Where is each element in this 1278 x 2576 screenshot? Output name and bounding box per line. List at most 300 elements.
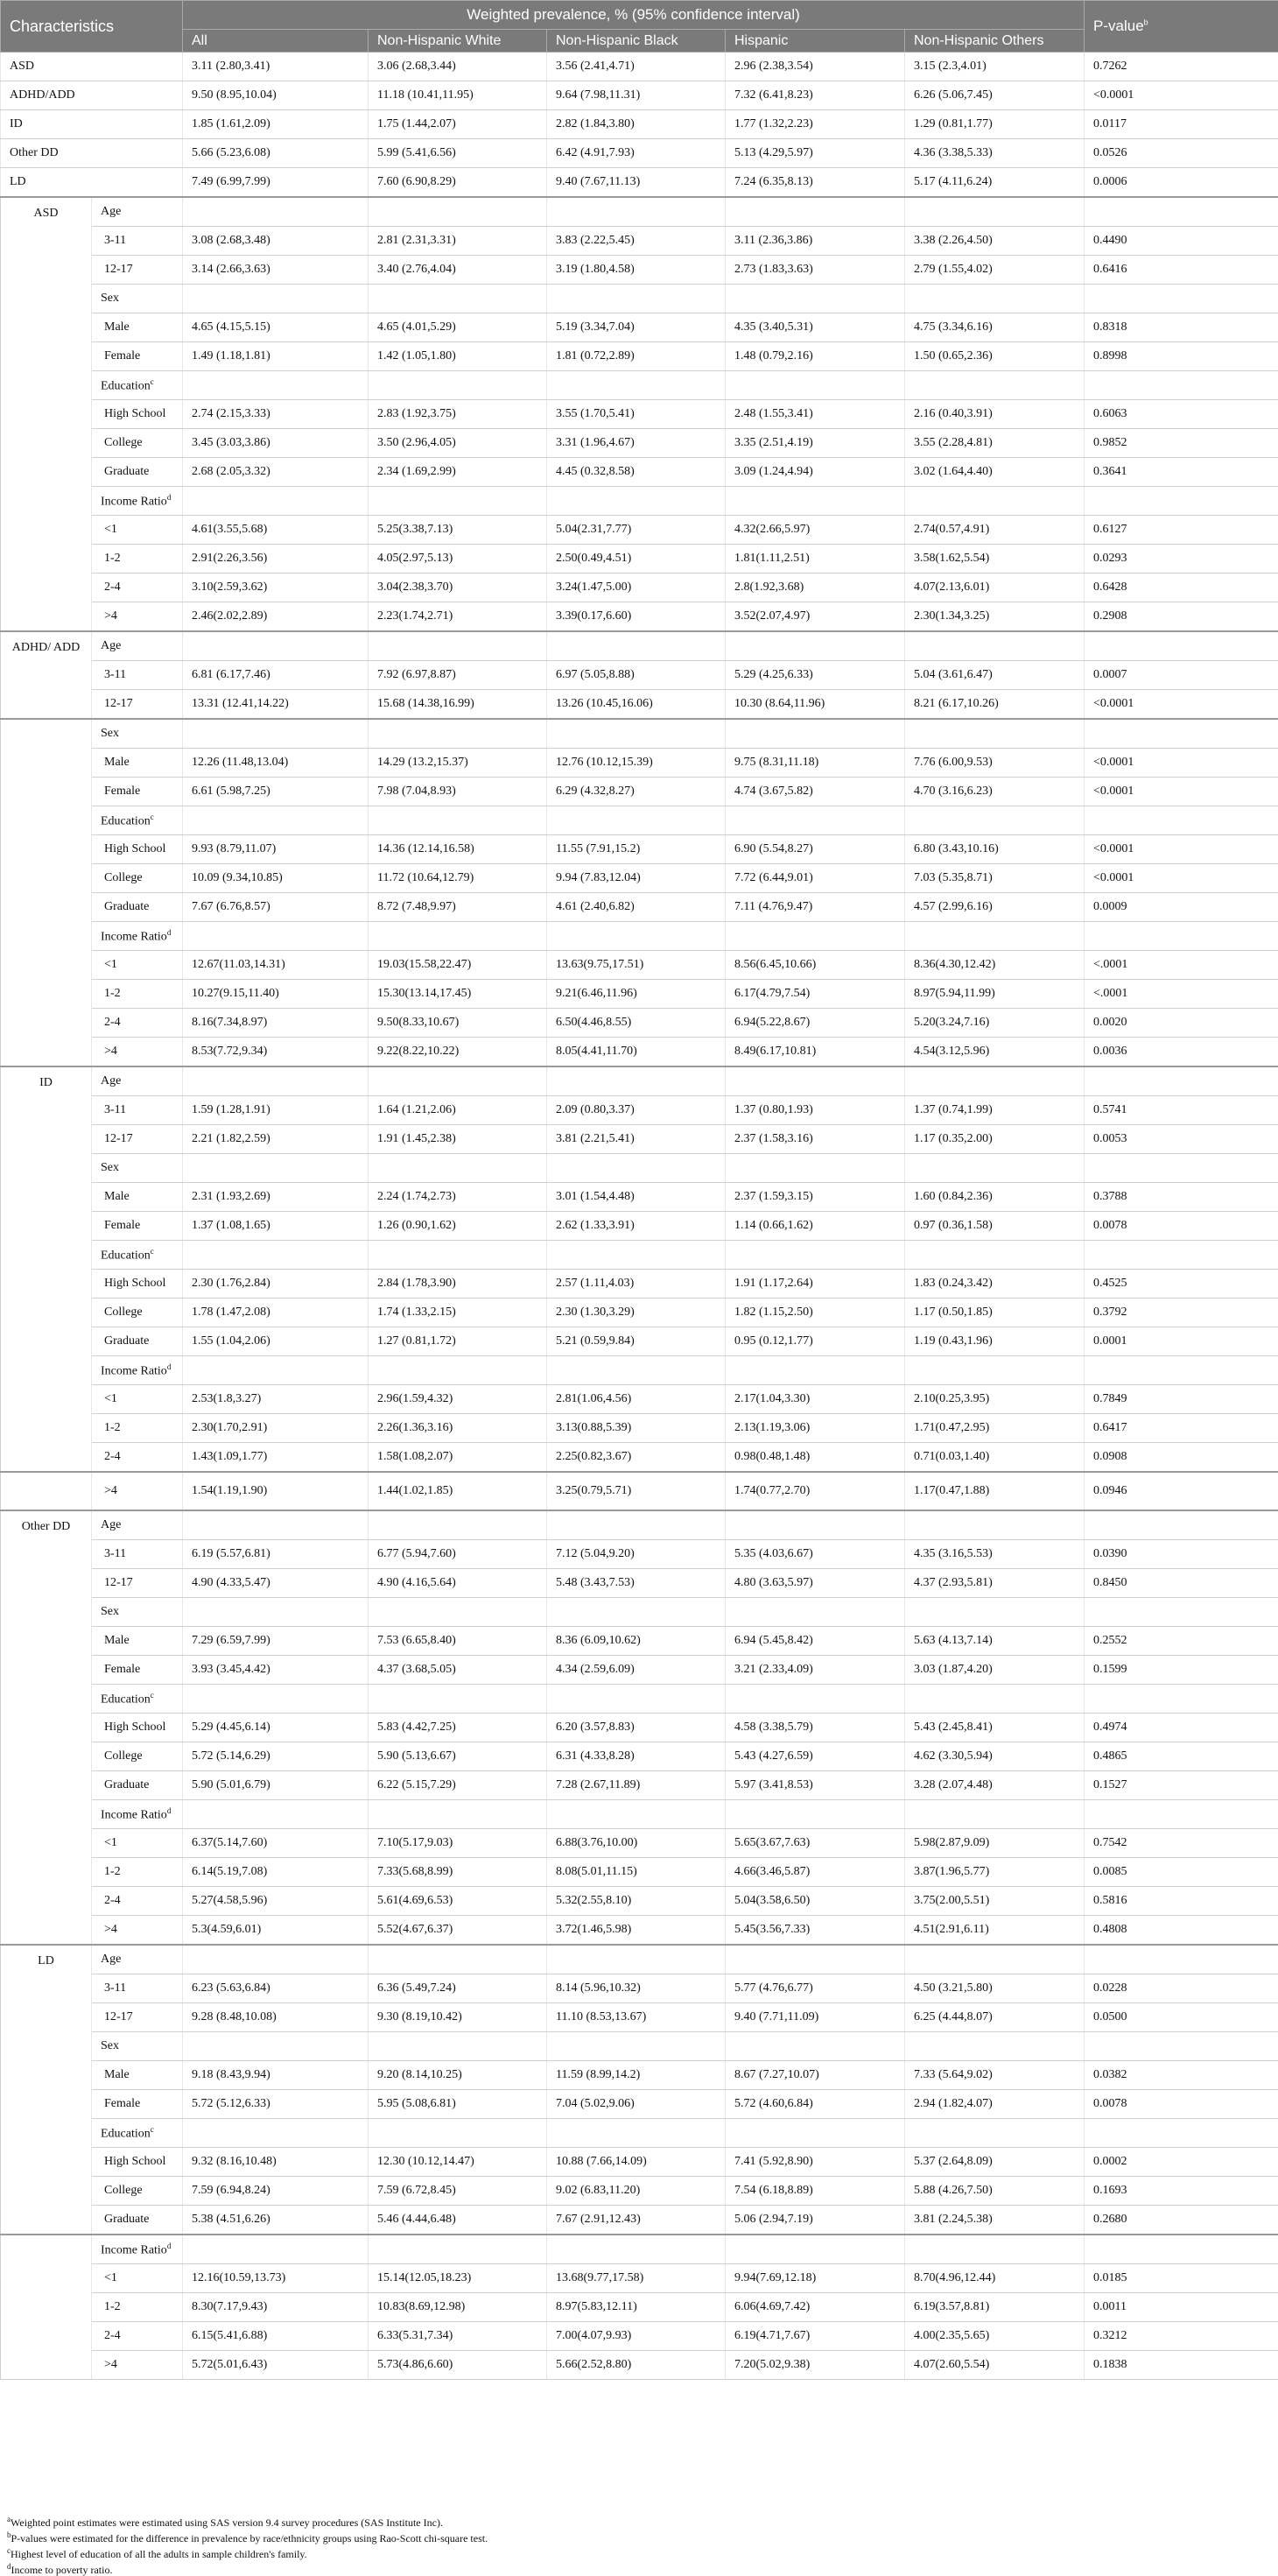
value-cell-black: 3.55 (1.70,5.41) [547, 400, 726, 429]
empty-cell [726, 2032, 905, 2061]
value-cell-p: 0.0908 [1085, 1443, 1278, 1473]
value-cell-white: 3.40 (2.76,4.04) [369, 256, 547, 285]
value-cell-black: 13.68(9.77,17.58) [547, 2264, 726, 2293]
label-text: Education [101, 1693, 151, 1706]
value-cell-white: 2.96(1.59,4.32) [369, 1385, 547, 1414]
value-cell-p: 0.4974 [1085, 1714, 1278, 1742]
empty-cell [369, 1800, 547, 1829]
value-cell-other: 2.16 (0.40,3.91) [905, 400, 1085, 429]
value-cell-other: 4.62 (3.30,5.94) [905, 1742, 1085, 1771]
value-cell-black: 10.88 (7.66,14.09) [547, 2148, 726, 2177]
table-row [1, 951, 1278, 980]
value-cell-all: 10.27(9.15,11.40) [183, 980, 369, 1009]
value-cell-hisp: 1.14 (0.66,1.62) [726, 1212, 905, 1241]
value-cell-other: 5.88 (4.26,7.50) [905, 2177, 1085, 2206]
value-cell-white: 1.27 (0.81,1.72) [369, 1327, 547, 1356]
value-cell-all: 6.14(5.19,7.08) [183, 1858, 369, 1887]
value-cell-p: 0.0001 [1085, 1327, 1278, 1356]
value-cell-black: 5.04(2.31,7.77) [547, 516, 726, 545]
empty-cell [726, 1356, 905, 1385]
value-cell-black: 7.00(4.07,9.93) [547, 2322, 726, 2351]
empty-cell [183, 1800, 369, 1829]
value-cell-white: 15.14(12.05,18.23) [369, 2264, 547, 2293]
label-text: College [104, 871, 143, 884]
value-cell-p: 0.0185 [1085, 2264, 1278, 2293]
footnotes [7, 2513, 1267, 2576]
value-cell-black: 7.28 (2.67,11.89) [547, 1771, 726, 1800]
value-cell-black: 7.12 (5.04,9.20) [547, 1540, 726, 1569]
footnote-text: P-values were estimated for the difference in prevalence by race/ethnicity groups using Rao-Scott chi-square test. [11, 2532, 488, 2544]
value-cell-p: 0.0117 [1085, 110, 1278, 139]
value-cell-p: 0.5741 [1085, 1096, 1278, 1125]
value-cell-white: 7.98 (7.04,8.93) [369, 778, 547, 806]
value-cell-p: 0.2552 [1085, 1627, 1278, 1656]
row-label [92, 2148, 183, 2177]
table-row [1, 1183, 1278, 1212]
footnote-marker: d [167, 1806, 172, 1815]
table-row [1, 2090, 1278, 2119]
value-cell-all: 9.50 (8.95,10.04) [183, 81, 369, 110]
value-cell-p: 0.0009 [1085, 893, 1278, 922]
row-label [92, 2293, 183, 2322]
empty-cell [726, 1800, 905, 1829]
value-cell-p: 0.0007 [1085, 661, 1278, 690]
value-cell-hisp: 5.77 (4.76,6.77) [726, 1974, 905, 2003]
empty-cell [726, 922, 905, 951]
value-cell-other: 4.57 (2.99,6.16) [905, 893, 1085, 922]
header-col-others: Non-Hispanic Others [905, 30, 1085, 53]
value-cell-hisp: 5.45(3.56,7.33) [726, 1916, 905, 1946]
row-label [92, 2264, 183, 2293]
value-cell-white: 1.42 (1.05,1.80) [369, 342, 547, 371]
value-cell-black: 3.24(1.47,5.00) [547, 574, 726, 602]
empty-cell [905, 1356, 1085, 1385]
table-row [1, 1125, 1278, 1154]
value-cell-other: 4.51(2.91,6.11) [905, 1916, 1085, 1946]
table-row [1, 1472, 1278, 1510]
table-row [1, 1714, 1278, 1742]
empty-cell [905, 1945, 1085, 1974]
value-cell-all: 2.46(2.02,2.89) [183, 602, 369, 632]
value-cell-black: 3.19 (1.80,4.58) [547, 256, 726, 285]
empty-cell [369, 806, 547, 835]
value-cell-other: 3.87(1.96,5.77) [905, 1858, 1085, 1887]
empty-cell [369, 2032, 547, 2061]
row-label [92, 1472, 183, 1510]
value-cell-black: 5.19 (3.34,7.04) [547, 313, 726, 342]
empty-cell [1085, 719, 1278, 749]
empty-cell [726, 806, 905, 835]
table-row [1, 2206, 1278, 2235]
value-cell-white: 7.53 (6.65,8.40) [369, 1627, 547, 1656]
value-cell-p: 0.7262 [1085, 53, 1278, 81]
row-label [92, 690, 183, 720]
label-text: >4 [104, 1484, 117, 1497]
row-label [92, 1916, 183, 1946]
category-label [92, 285, 183, 313]
value-cell-black: 9.64 (7.98,11.31) [547, 81, 726, 110]
row-label [92, 1656, 183, 1685]
value-cell-white: 2.26(1.36,3.16) [369, 1414, 547, 1443]
empty-cell [1085, 1685, 1278, 1714]
empty-cell [369, 487, 547, 516]
value-cell-black: 2.82 (1.84,3.80) [547, 110, 726, 139]
footnote-marker: c [151, 1691, 154, 1700]
value-cell-white: 5.46 (4.44,6.48) [369, 2206, 547, 2235]
group-label: ASD [1, 197, 92, 631]
value-cell-other: 4.37 (2.93,5.81) [905, 1569, 1085, 1598]
table-row [1, 2351, 1278, 2380]
value-cell-all: 2.74 (2.15,3.33) [183, 400, 369, 429]
value-cell-white: 7.92 (6.97,8.87) [369, 661, 547, 690]
value-cell-p: 0.8450 [1085, 1569, 1278, 1598]
value-cell-hisp: 5.06 (2.94,7.19) [726, 2206, 905, 2235]
value-cell-other: 1.17 (0.50,1.85) [905, 1299, 1085, 1327]
value-cell-other: 4.75 (3.34,6.16) [905, 313, 1085, 342]
value-cell-all: 10.09 (9.34,10.85) [183, 864, 369, 893]
value-cell-white: 5.90 (5.13,6.67) [369, 1742, 547, 1771]
value-cell-all: 2.68 (2.05,3.32) [183, 458, 369, 487]
category-row [1, 1800, 1278, 1829]
value-cell-black: 6.31 (4.33,8.28) [547, 1742, 726, 1771]
value-cell-white: 7.59 (6.72,8.45) [369, 2177, 547, 2206]
value-cell-p: 0.0011 [1085, 2293, 1278, 2322]
footnote-marker: d [167, 2242, 172, 2250]
empty-cell [905, 1154, 1085, 1183]
empty-cell [726, 719, 905, 749]
header-col-black: Non-Hispanic Black [547, 30, 726, 53]
empty-cell [905, 1685, 1085, 1714]
footnote-marker: b [7, 2530, 11, 2539]
empty-cell [726, 1241, 905, 1270]
label-text: Age [101, 1074, 121, 1087]
value-cell-all: 8.53(7.72,9.34) [183, 1038, 369, 1067]
row-label [92, 980, 183, 1009]
value-cell-p: 0.3212 [1085, 2322, 1278, 2351]
empty-cell [1085, 1598, 1278, 1627]
value-cell-hisp: 6.90 (5.54,8.27) [726, 835, 905, 864]
empty-cell [726, 1154, 905, 1183]
value-cell-hisp: 7.24 (6.35,8.13) [726, 168, 905, 198]
label-text: Income Ratio [101, 495, 167, 508]
value-cell-white: 1.91 (1.45,2.38) [369, 1125, 547, 1154]
empty-cell [905, 1598, 1085, 1627]
label-text: High School [104, 1277, 165, 1290]
empty-cell [905, 631, 1085, 661]
value-cell-other: 3.15 (2.3,4.01) [905, 53, 1085, 81]
value-cell-all: 3.10(2.59,3.62) [183, 574, 369, 602]
value-cell-all: 4.61(3.55,5.68) [183, 516, 369, 545]
value-cell-hisp: 7.11 (4.76,9.47) [726, 893, 905, 922]
table-row [1, 690, 1278, 720]
value-cell-p: 0.0006 [1085, 168, 1278, 198]
value-cell-other: 0.97 (0.36,1.58) [905, 1212, 1085, 1241]
label-text: <1 [104, 2271, 117, 2284]
table-row [1, 864, 1278, 893]
empty-cell [369, 1154, 547, 1183]
value-cell-all: 3.93 (3.45,4.42) [183, 1656, 369, 1685]
row-label [92, 516, 183, 545]
value-cell-black: 2.81(1.06,4.56) [547, 1385, 726, 1414]
value-cell-all: 5.3(4.59,6.01) [183, 1916, 369, 1946]
value-cell-other: 5.04 (3.61,6.47) [905, 661, 1085, 690]
row-label [92, 893, 183, 922]
value-cell-p: 0.4490 [1085, 227, 1278, 256]
row-label [92, 1270, 183, 1299]
table-row [1, 893, 1278, 922]
value-cell-p: <.0001 [1085, 951, 1278, 980]
label-text: >4 [104, 1045, 117, 1058]
value-cell-all: 9.18 (8.43,9.94) [183, 2061, 369, 2090]
value-cell-other: 2.30(1.34,3.25) [905, 602, 1085, 632]
label-text: 2-4 [104, 1894, 121, 1907]
value-cell-all: 3.14 (2.66,3.63) [183, 256, 369, 285]
value-cell-hisp: 2.37 (1.58,3.16) [726, 1125, 905, 1154]
empty-cell [369, 1510, 547, 1540]
empty-cell [1085, 922, 1278, 951]
table-row [1, 2293, 1278, 2322]
value-cell-p: 0.0390 [1085, 1540, 1278, 1569]
value-cell-other: 5.20(3.24,7.16) [905, 1009, 1085, 1038]
empty-cell [1085, 1356, 1278, 1385]
value-cell-p: 0.1527 [1085, 1771, 1278, 1800]
header-characteristics: Characteristics [1, 1, 183, 53]
table-row [1, 2148, 1278, 2177]
value-cell-all: 6.37(5.14,7.60) [183, 1829, 369, 1858]
value-cell-white: 2.24 (1.74,2.73) [369, 1183, 547, 1212]
value-cell-white: 3.04(2.38,3.70) [369, 574, 547, 602]
value-cell-p: <0.0001 [1085, 749, 1278, 778]
value-cell-all: 12.26 (11.48,13.04) [183, 749, 369, 778]
label-text: 3-11 [104, 668, 126, 681]
label-text: 2-4 [104, 1016, 121, 1029]
value-cell-white: 2.83 (1.92,3.75) [369, 400, 547, 429]
value-cell-other: 3.28 (2.07,4.48) [905, 1771, 1085, 1800]
value-cell-black: 2.50(0.49,4.51) [547, 545, 726, 574]
footnote [7, 2544, 1267, 2560]
table-row [1, 1742, 1278, 1771]
label-text: >4 [104, 609, 117, 623]
value-cell-black: 3.56 (2.41,4.71) [547, 53, 726, 81]
label-text: >4 [104, 1923, 117, 1936]
value-cell-other: 2.79 (1.55,4.02) [905, 256, 1085, 285]
value-cell-p: <0.0001 [1085, 81, 1278, 110]
row-label [92, 342, 183, 371]
label-text: Graduate [104, 900, 149, 913]
group-label: ID [1, 1066, 92, 1472]
empty-cell [726, 1066, 905, 1096]
value-cell-all: 3.11 (2.80,3.41) [183, 53, 369, 81]
value-cell-black: 9.40 (7.67,11.13) [547, 168, 726, 198]
empty-cell [905, 487, 1085, 516]
empty-cell [726, 487, 905, 516]
footnote-marker: d [167, 1362, 172, 1371]
table-row [1, 2264, 1278, 2293]
footnote-marker: c [151, 377, 154, 386]
category-label [92, 1356, 183, 1385]
value-cell-black: 1.81 (0.72,2.89) [547, 342, 726, 371]
value-cell-p: 0.0382 [1085, 2061, 1278, 2090]
row-label [92, 951, 183, 980]
table-row [1, 1096, 1278, 1125]
value-cell-black: 2.62 (1.33,3.91) [547, 1212, 726, 1241]
category-label [92, 2119, 183, 2148]
value-cell-all: 1.37 (1.08,1.65) [183, 1212, 369, 1241]
label-text: 1-2 [104, 987, 121, 1000]
empty-cell [1085, 1800, 1278, 1829]
empty-cell [547, 487, 726, 516]
table-row [1, 1212, 1278, 1241]
label-text: 1-2 [104, 1421, 121, 1434]
row-label [92, 1414, 183, 1443]
row-label [92, 458, 183, 487]
row-label [92, 1038, 183, 1067]
value-cell-hisp: 8.56(6.45,10.66) [726, 951, 905, 980]
empty-cell [726, 1510, 905, 1540]
label-text: Age [101, 205, 121, 218]
value-cell-black: 5.48 (3.43,7.53) [547, 1569, 726, 1598]
row-label [92, 1569, 183, 1598]
value-cell-all: 3.08 (2.68,3.48) [183, 227, 369, 256]
value-cell-all: 1.43(1.09,1.77) [183, 1443, 369, 1473]
empty-cell [905, 2235, 1085, 2264]
empty-cell [1085, 487, 1278, 516]
label-text: Age [101, 1518, 121, 1531]
value-cell-p: 0.3641 [1085, 458, 1278, 487]
value-cell-all: 7.59 (6.94,8.24) [183, 2177, 369, 2206]
category-label [92, 719, 183, 749]
footnote-marker: d [167, 493, 172, 502]
label-text: 1-2 [104, 2300, 121, 2313]
value-cell-black: 11.10 (8.53,13.67) [547, 2003, 726, 2032]
value-cell-p: 0.0500 [1085, 2003, 1278, 2032]
category-label [92, 371, 183, 400]
category-label [92, 806, 183, 835]
value-cell-p: 0.6127 [1085, 516, 1278, 545]
value-cell-hisp: 3.09 (1.24,4.94) [726, 458, 905, 487]
table-row [1, 2003, 1278, 2032]
row-label [92, 1627, 183, 1656]
value-cell-all: 2.30(1.70,2.91) [183, 1414, 369, 1443]
label-text: 12-17 [104, 263, 133, 276]
value-cell-other: 4.07(2.60,5.54) [905, 2351, 1085, 2380]
value-cell-white: 8.72 (7.48,9.97) [369, 893, 547, 922]
value-cell-other: 6.80 (3.43,10.16) [905, 835, 1085, 864]
value-cell-black: 11.59 (8.99,14.2) [547, 2061, 726, 2090]
empty-cell [183, 1598, 369, 1627]
label-text: 2-4 [104, 1450, 121, 1463]
empty-cell [369, 1598, 547, 1627]
value-cell-black: 5.66(2.52,8.80) [547, 2351, 726, 2380]
label-text: Income Ratio [101, 930, 167, 943]
value-cell-all: 5.72 (5.12,6.33) [183, 2090, 369, 2119]
value-cell-other: 4.54(3.12,5.96) [905, 1038, 1085, 1067]
empty-cell [1085, 1241, 1278, 1270]
table-row [1, 458, 1278, 487]
value-cell-black: 3.72(1.46,5.98) [547, 1916, 726, 1946]
value-cell-p: 0.7849 [1085, 1385, 1278, 1414]
row-label [92, 1974, 183, 2003]
value-cell-other: 6.26 (5.06,7.45) [905, 81, 1085, 110]
value-cell-white: 11.18 (10.41,11.95) [369, 81, 547, 110]
value-cell-p: 0.1693 [1085, 2177, 1278, 2206]
value-cell-hisp: 5.65(3.67,7.63) [726, 1829, 905, 1858]
value-cell-p: 0.1599 [1085, 1656, 1278, 1685]
category-row [1, 487, 1278, 516]
empty-cell [547, 1510, 726, 1540]
empty-cell [547, 1241, 726, 1270]
category-label [92, 631, 183, 661]
value-cell-other: 4.00(2.35,5.65) [905, 2322, 1085, 2351]
value-cell-black: 6.42 (4.91,7.93) [547, 139, 726, 168]
value-cell-other: 8.70(4.96,12.44) [905, 2264, 1085, 2293]
value-cell-white: 4.05(2.97,5.13) [369, 545, 547, 574]
value-cell-all: 6.19 (5.57,6.81) [183, 1540, 369, 1569]
value-cell-all: 1.55 (1.04,2.06) [183, 1327, 369, 1356]
category-row [1, 1356, 1278, 1385]
category-label [92, 1800, 183, 1829]
value-cell-white: 15.30(13.14,17.45) [369, 980, 547, 1009]
empty-cell [905, 2119, 1085, 2148]
value-cell-all: 7.67 (6.76,8.57) [183, 893, 369, 922]
value-cell-other: 7.76 (6.00,9.53) [905, 749, 1085, 778]
value-cell-all: 8.16(7.34,8.97) [183, 1009, 369, 1038]
table-row [1, 2177, 1278, 2206]
empty-cell [1085, 197, 1278, 227]
row-label [92, 1327, 183, 1356]
row-label [92, 429, 183, 458]
value-cell-all: 7.29 (6.59,7.99) [183, 1627, 369, 1656]
value-cell-white: 1.64 (1.21,2.06) [369, 1096, 547, 1125]
header-col-hispanic: Hispanic [726, 30, 905, 53]
table-row [1, 835, 1278, 864]
value-cell-black: 8.14 (5.96,10.32) [547, 1974, 726, 2003]
empty-cell [369, 2235, 547, 2264]
row-label [92, 749, 183, 778]
value-cell-other: 1.37 (0.74,1.99) [905, 1096, 1085, 1125]
value-cell-all: 6.81 (6.17,7.46) [183, 661, 369, 690]
label-text: College [104, 1749, 143, 1763]
value-cell-white: 12.30 (10.12,14.47) [369, 2148, 547, 2177]
value-cell-black: 13.63(9.75,17.51) [547, 951, 726, 980]
value-cell-hisp: 5.04(3.58,6.50) [726, 1887, 905, 1916]
header-p-value [1085, 1, 1278, 53]
category-row [1, 719, 1278, 749]
table-row [1, 1569, 1278, 1598]
value-cell-hisp: 5.43 (4.27,6.59) [726, 1742, 905, 1771]
value-cell-hisp: 4.32(2.66,5.97) [726, 516, 905, 545]
group-label: ADHD/ ADD [1, 631, 92, 719]
value-cell-p: 0.6416 [1085, 256, 1278, 285]
value-cell-black: 8.36 (6.09,10.62) [547, 1627, 726, 1656]
empty-cell [547, 197, 726, 227]
value-cell-p: 0.3792 [1085, 1299, 1278, 1327]
value-cell-p: 0.0085 [1085, 1858, 1278, 1887]
value-cell-all: 1.85 (1.61,2.09) [183, 110, 369, 139]
value-cell-white: 5.95 (5.08,6.81) [369, 2090, 547, 2119]
empty-cell [369, 719, 547, 749]
category-row [1, 1945, 1278, 1974]
empty-cell [1085, 1945, 1278, 1974]
footnote [7, 2513, 1267, 2529]
footnote-marker: a [7, 2515, 11, 2523]
value-cell-white: 2.23(1.74,2.71) [369, 602, 547, 632]
value-cell-hisp: 1.91 (1.17,2.64) [726, 1270, 905, 1299]
empty-cell [183, 371, 369, 400]
value-cell-other: 1.29 (0.81,1.77) [905, 110, 1085, 139]
label-text: Female [104, 1219, 140, 1232]
label-text: 2-4 [104, 2329, 121, 2342]
